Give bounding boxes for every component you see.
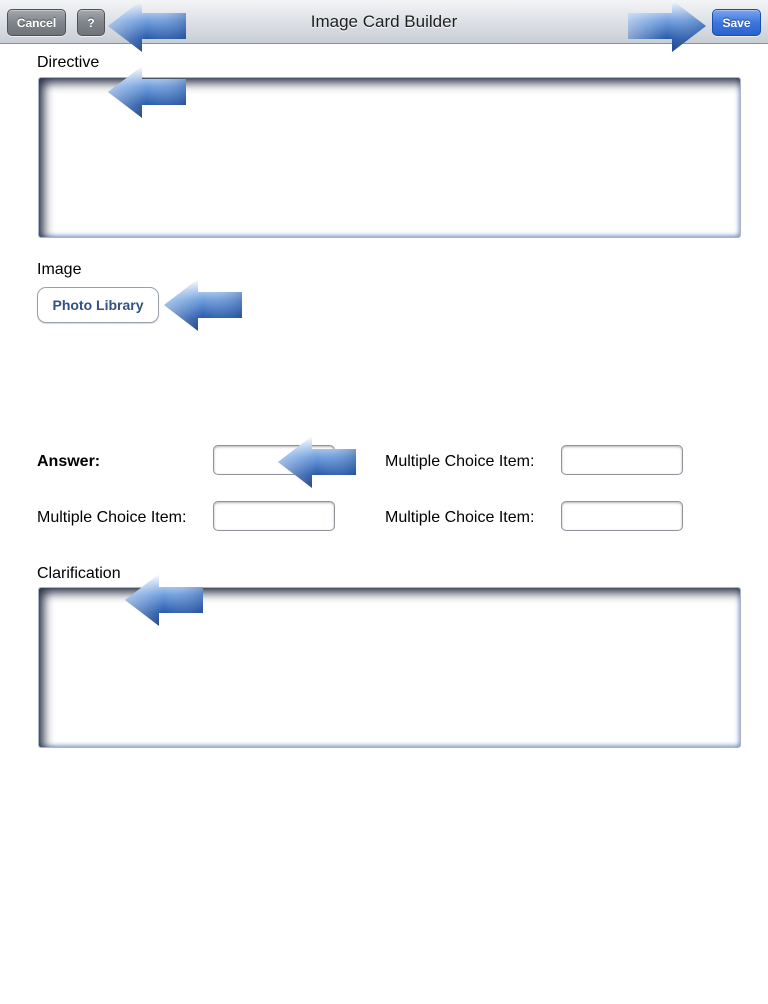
left-arrow-icon	[164, 279, 242, 331]
directive-label: Directive	[37, 54, 100, 71]
right-arrow-icon	[628, 0, 706, 52]
page-title: Image Card Builder	[310, 12, 458, 31]
multiple-choice-field-1[interactable]	[561, 445, 683, 475]
left-arrow-icon	[108, 66, 186, 118]
multiple-choice-field-2[interactable]	[213, 501, 335, 531]
left-arrow-icon	[125, 574, 203, 626]
multiple-choice-label-2: Multiple Choice Item:	[37, 509, 187, 526]
multiple-choice-field-3[interactable]	[561, 501, 683, 531]
left-arrow-icon	[108, 0, 186, 52]
answer-label: Answer:	[37, 453, 101, 470]
multiple-choice-label-3: Multiple Choice Item:	[385, 509, 535, 526]
clarification-label: Clarification	[37, 565, 121, 582]
multiple-choice-label-1: Multiple Choice Item:	[385, 453, 535, 470]
save-button[interactable]: Save	[712, 9, 761, 36]
left-arrow-icon	[278, 436, 356, 488]
cancel-button[interactable]: Cancel	[7, 9, 66, 36]
image-label: Image	[37, 261, 82, 278]
photo-library-button[interactable]: Photo Library	[37, 287, 159, 323]
help-button[interactable]: ?	[77, 9, 105, 36]
